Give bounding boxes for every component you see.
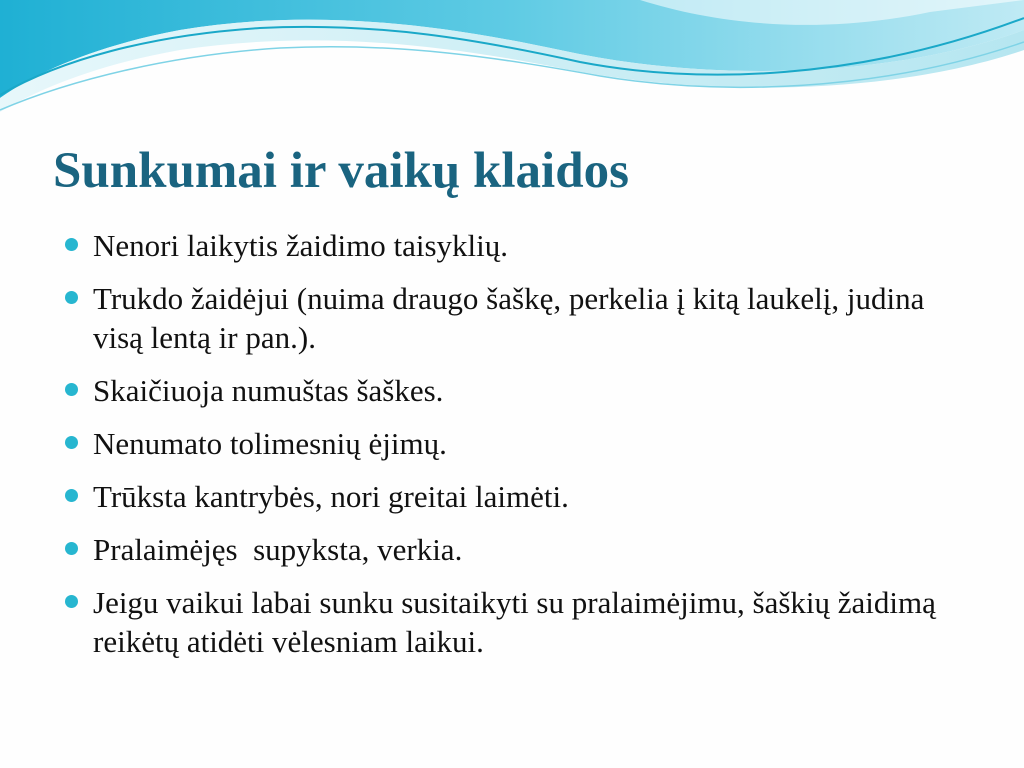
bullet-text: Pralaimėjęs supyksta, verkia. [93,532,463,567]
decorative-wave-header [0,0,1024,130]
list-item [63,279,953,357]
bullet-dot-icon [65,238,78,251]
bullet-text: Nenori laikytis žaidimo taisyklių. [93,228,508,263]
bullet-text: Nenumato tolimesnių ėjimų. [93,426,447,461]
bullet-text: Jeigu vaikui labai sunku susitaikyti su pralaimėjimu, šaškių žaidimą reikėtų atidėti vėlesniam laikui. [93,585,936,659]
bullet-text: Trūksta kantrybės, nori greitai laimėti. [93,479,569,514]
bullet-list [63,226,953,675]
bullet-dot-icon [65,436,78,449]
bullet-dot-icon [65,489,78,502]
list-item [63,477,953,516]
bullet-text: Skaičiuoja numuštas šaškes. [93,373,444,408]
list-item [63,424,953,463]
bullet-dot-icon [65,291,78,304]
bullet-text: Trukdo žaidėjui (nuima draugo šaškę, perkelia į kitą laukelį, judina visą lentą ir pan.). [93,281,925,355]
list-item [63,583,953,661]
bullet-dot-icon [65,595,78,608]
bullet-dot-icon [65,542,78,555]
bullet-dot-icon [65,383,78,396]
list-item [63,530,953,569]
list-item [63,371,953,410]
list-item [63,226,953,265]
slide-title: Sunkumai ir vaikų klaidos [53,143,629,199]
